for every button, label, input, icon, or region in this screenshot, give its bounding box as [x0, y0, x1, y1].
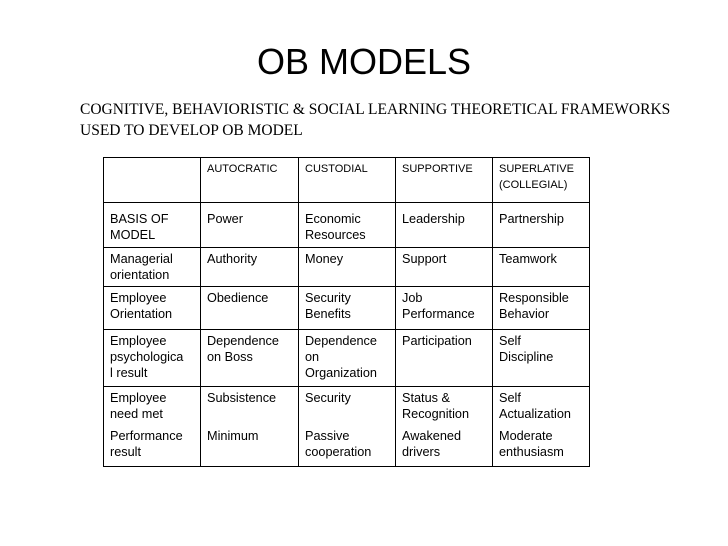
- cell-text-line: Actualization: [499, 407, 571, 421]
- cell-text-line: Subsistence: [207, 391, 277, 405]
- cell-text-line: (COLLEGIAL): [499, 179, 568, 191]
- cell-text-line: Performance: [402, 307, 475, 321]
- cell-text-line: Awakened: [402, 429, 462, 443]
- table-cell: [493, 203, 590, 248]
- cell-text-line: Passive: [305, 429, 350, 443]
- cell-text-line: Behavior: [499, 307, 550, 321]
- cell-text-line: Self: [499, 391, 521, 405]
- cell-text-line: Power: [207, 212, 243, 226]
- cell-text-line: AUTOCRATIC: [207, 163, 278, 175]
- cell-text-line: Money: [305, 252, 344, 266]
- table-row: [104, 203, 590, 248]
- cell-text-line: Employee: [110, 391, 167, 405]
- cell-text-line: Managerial: [110, 252, 173, 266]
- cell-text-line: Minimum: [207, 429, 259, 443]
- cell-text-line: SUPPORTIVE: [402, 163, 473, 175]
- cell-text-line: Obedience: [207, 291, 269, 305]
- header-custodial: [299, 158, 396, 203]
- table-header-row: [104, 158, 590, 203]
- cell-text-line: Employee: [110, 334, 167, 348]
- ob-models-table: [103, 157, 590, 467]
- table-cell: [201, 387, 299, 467]
- cell-text-line: Recognition: [402, 407, 470, 421]
- cell-text-line: Economic: [305, 212, 361, 226]
- cell-text-line: Teamwork: [499, 252, 557, 266]
- table-row: [104, 330, 590, 387]
- table-cell: [493, 248, 590, 287]
- table-row-combined: [104, 387, 590, 467]
- table-cell: [299, 330, 396, 387]
- cell-text-line: Moderate: [499, 429, 553, 443]
- row-label: [104, 248, 201, 287]
- table-cell: [396, 248, 493, 287]
- cell-text-line: BASIS OF: [110, 212, 169, 226]
- header-supportive: [396, 158, 493, 203]
- table-cell: [299, 287, 396, 330]
- table-row: [104, 287, 590, 330]
- table-cell: [493, 287, 590, 330]
- cell-text-line: Orientation: [110, 307, 173, 321]
- cell-text-line: SUPERLATIVE: [499, 163, 574, 175]
- cell-text-line: Partnership: [499, 212, 564, 226]
- cell-text-line: MODEL: [110, 228, 156, 242]
- table-cell: [396, 287, 493, 330]
- cell-text-line: Support: [402, 252, 447, 266]
- cell-text-line: cooperation: [305, 445, 372, 459]
- cell-text-line: on: [305, 350, 320, 364]
- cell-text-line: Benefits: [305, 307, 351, 321]
- cell-text-line: Self: [499, 334, 521, 348]
- table-cell: [396, 330, 493, 387]
- table-cell: [201, 203, 299, 248]
- cell-text-line: Dependence: [207, 334, 279, 348]
- cell-text-line: Performance: [110, 429, 183, 443]
- header-superlative: [493, 158, 590, 203]
- table-cell: [396, 203, 493, 248]
- table-cell: [299, 248, 396, 287]
- cell-text-line: result: [110, 445, 142, 459]
- cell-text-line: need met: [110, 407, 163, 421]
- header-autocratic: [201, 158, 299, 203]
- table-cell: [201, 287, 299, 330]
- row-label: [104, 330, 201, 387]
- cell-text-line: Dependence: [305, 334, 377, 348]
- cell-text-line: Organization: [305, 366, 377, 380]
- header-cell-empty: [104, 158, 201, 203]
- table-cell: [201, 248, 299, 287]
- row-label: [104, 287, 201, 330]
- row-label: [104, 203, 201, 248]
- table-cell: [299, 203, 396, 248]
- table-cell: [396, 387, 493, 467]
- cell-text-line: l result: [110, 366, 148, 380]
- cell-text-line: on Boss: [207, 350, 253, 364]
- table-cell: [201, 330, 299, 387]
- table-cell: [493, 330, 590, 387]
- cell-text-line: Resources: [305, 228, 366, 242]
- subtitle: COGNITIVE, BEHAVIORISTIC & SOCIAL LEARNING THEORETICAL FRAMEWORKS USED TO DEVELOP OB MODEL: [80, 101, 671, 139]
- table-row: [104, 248, 590, 287]
- cell-text-line: Security: [305, 291, 351, 305]
- cell-text-line: Responsible: [499, 291, 569, 305]
- cell-text-line: drivers: [402, 445, 441, 459]
- cell-text-line: Status &: [402, 391, 450, 405]
- table-cell: [493, 387, 590, 467]
- cell-text-line: Discipline: [499, 350, 554, 364]
- row-label: [104, 387, 201, 467]
- cell-text-line: Job: [402, 291, 423, 305]
- cell-text-line: orientation: [110, 268, 170, 282]
- cell-text-line: Employee: [110, 291, 167, 305]
- cell-text-line: Security: [305, 391, 351, 405]
- table-cell: [299, 387, 396, 467]
- cell-text-line: psychologica: [110, 350, 184, 364]
- cell-text-line: enthusiasm: [499, 445, 564, 459]
- cell-text-line: Leadership: [402, 212, 465, 226]
- page-title: OB MODELS: [256, 41, 472, 82]
- cell-text-line: CUSTODIAL: [305, 163, 368, 175]
- cell-text-line: Participation: [402, 334, 472, 348]
- cell-text-line: Authority: [207, 252, 258, 266]
